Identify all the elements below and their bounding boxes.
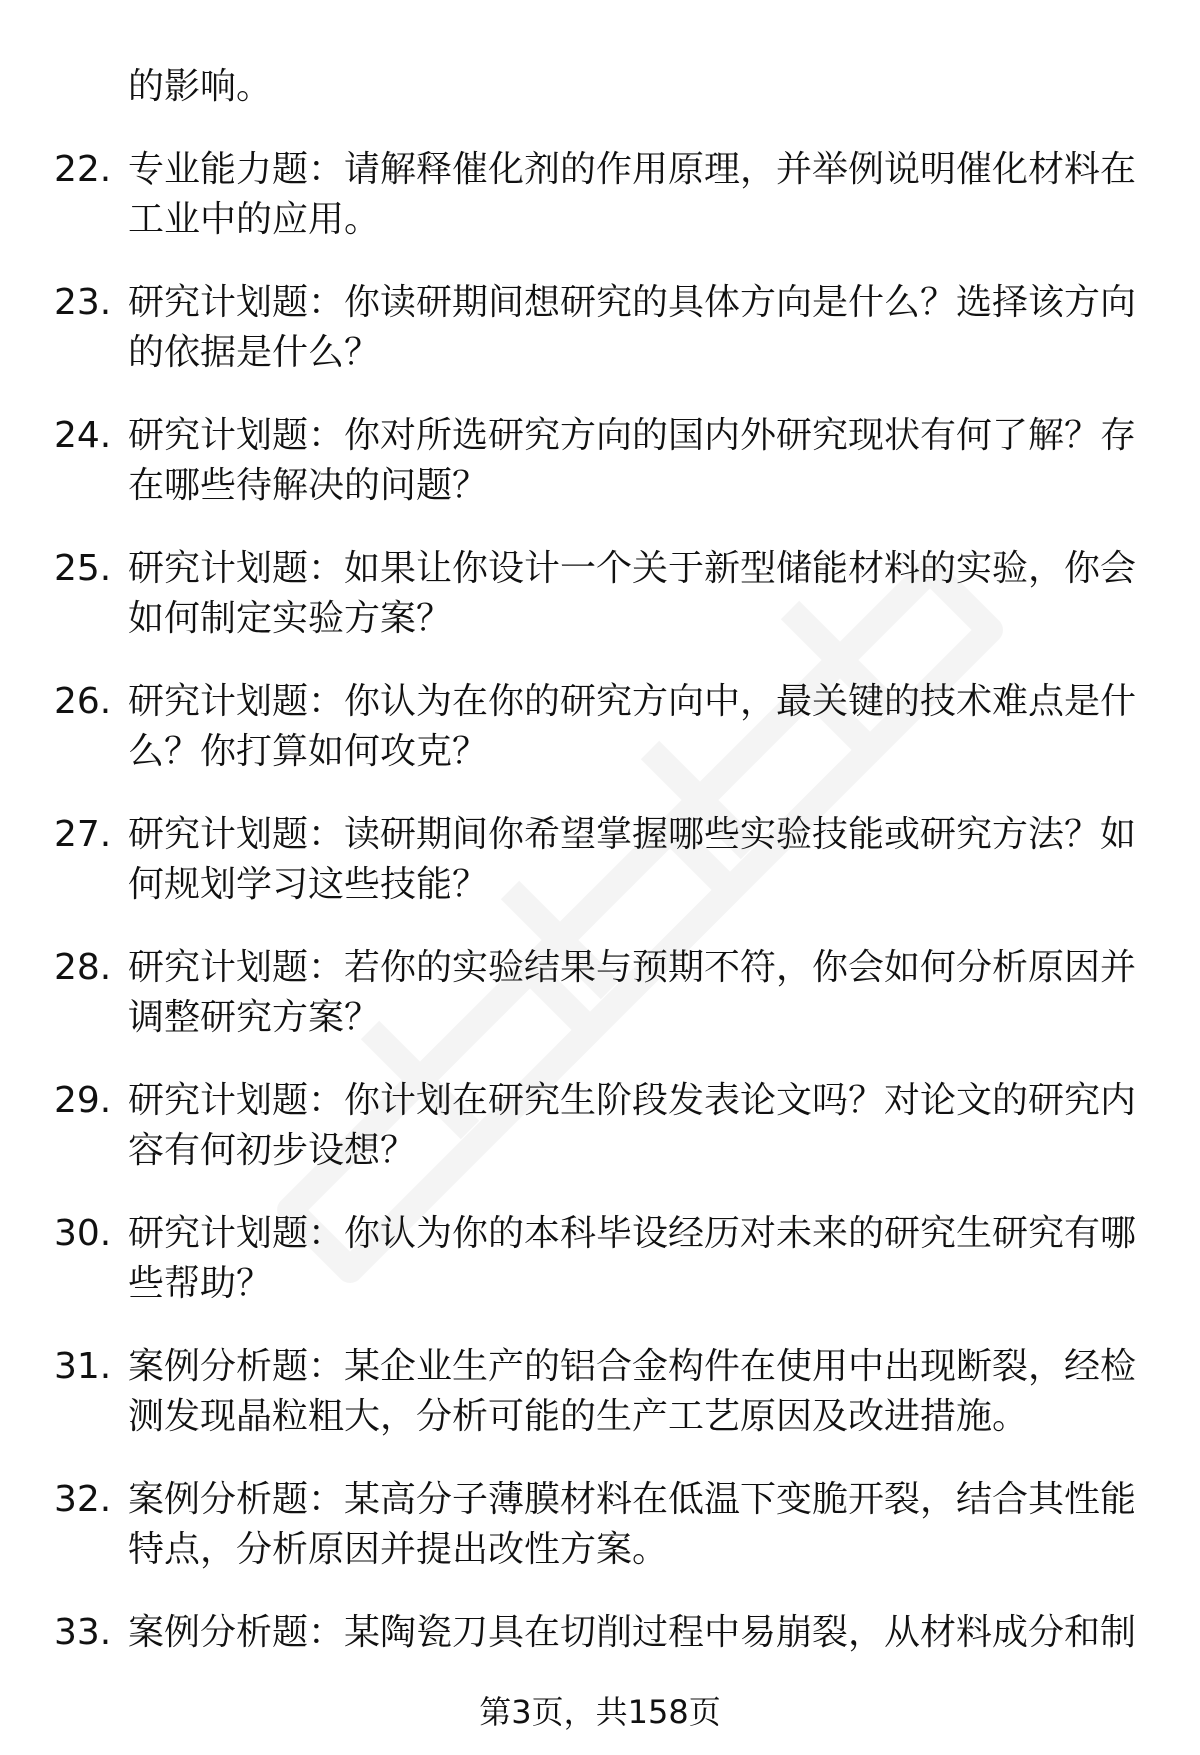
list-item [0, 810, 1200, 943]
question-number: 25. [54, 548, 112, 589]
question-text: 研究计划题：若你的实验结果与预期不符，你会如何分析原因并 调整研究方案？ [128, 947, 1137, 1038]
question-list [0, 145, 1200, 1741]
list-item [0, 1475, 1200, 1608]
list-item [0, 1342, 1200, 1475]
question-number: 23. [54, 282, 112, 323]
list-item [0, 1076, 1200, 1209]
list-item [0, 943, 1200, 1076]
question-text: 研究计划题：你认为在你的研究方向中，最关键的技术难点是什 么？你打算如何攻克？ [128, 681, 1137, 772]
list-item [0, 411, 1200, 544]
question-number: 27. [54, 814, 112, 855]
question-number: 32. [54, 1479, 112, 1520]
list-item [0, 278, 1200, 411]
question-text: 案例分析题：某高分子薄膜材料在低温下变脆开裂，结合其性能 特点，分析原因并提出改性方案。 [128, 1479, 1137, 1570]
question-text: 研究计划题：你读研期间想研究的具体方向是什么？选择该方向 的依据是什么？ [128, 282, 1137, 373]
question-number: 26. [54, 681, 112, 722]
question-text: 研究计划题：你对所选研究方向的国内外研究现状有何了解？存 在哪些待解决的问题？ [128, 415, 1137, 506]
list-item [0, 677, 1200, 810]
continued-text-fragment: 的影响。 [128, 66, 273, 107]
question-number: 29. [54, 1080, 112, 1121]
list-item [0, 544, 1200, 677]
question-number: 28. [54, 947, 112, 988]
question-text: 研究计划题：如果让你设计一个关于新型储能材料的实验，你会 如何制定实验方案？ [128, 548, 1137, 639]
question-number: 31. [54, 1346, 112, 1387]
question-number: 33. [54, 1612, 112, 1653]
question-number: 24. [54, 415, 112, 456]
question-text: 研究计划题：你认为你的本科毕设经历对未来的研究生研究有哪 些帮助？ [128, 1213, 1137, 1304]
question-number: 22. [54, 149, 112, 190]
question-text: 专业能力题：请解释催化剂的作用原理，并举例说明催化材料在 工业中的应用。 [128, 149, 1137, 240]
question-text: 案例分析题：某企业生产的铝合金构件在使用中出现断裂，经检 测发现晶粒粗大，分析可能的生产工艺原因及改进措施。 [128, 1346, 1137, 1437]
list-item [0, 145, 1200, 278]
page-number-footer: 第3页，共158页 [479, 1693, 721, 1731]
list-item [0, 1209, 1200, 1342]
question-text: 研究计划题：读研期间你希望掌握哪些实验技能或研究方法？如 何规划学习这些技能？ [128, 814, 1137, 905]
question-text: 研究计划题：你计划在研究生阶段发表论文吗？对论文的研究内 容有何初步设想？ [128, 1080, 1137, 1171]
question-number: 30. [54, 1213, 112, 1254]
question-text: 案例分析题：某陶瓷刀具在切削过程中易崩裂，从材料成分和制 [128, 1612, 1137, 1653]
